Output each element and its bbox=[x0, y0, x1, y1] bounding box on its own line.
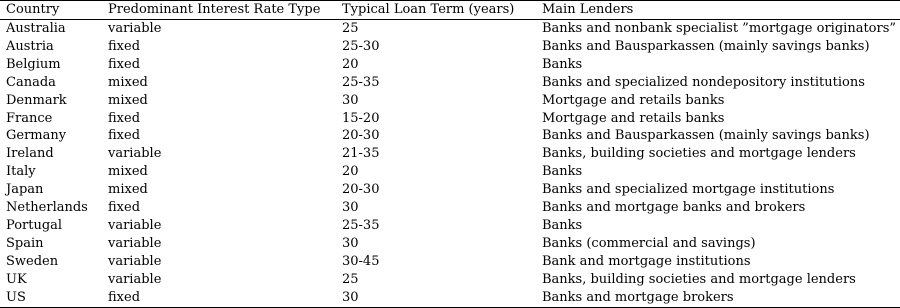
cell-main-lenders: Mortgage and retails banks bbox=[542, 92, 725, 108]
table-row bbox=[0, 199, 900, 217]
table-row bbox=[0, 271, 900, 289]
cell-main-lenders: Banks (commercial and savings) bbox=[542, 235, 756, 251]
cell-interest-rate-type: fixed bbox=[108, 128, 141, 144]
cell-interest-rate-type: fixed bbox=[108, 289, 141, 305]
cell-interest-rate-type: variable bbox=[108, 217, 162, 233]
cell-loan-term: 30 bbox=[342, 289, 359, 305]
cell-loan-term: 25 bbox=[342, 271, 359, 287]
cell-loan-term: 20 bbox=[342, 56, 359, 72]
cell-main-lenders: Banks, building societies and mortgage lenders bbox=[542, 271, 856, 287]
cell-interest-rate-type: variable bbox=[108, 21, 162, 36]
cell-country: Italy bbox=[6, 164, 36, 180]
cell-country: Sweden bbox=[6, 253, 59, 269]
cell-main-lenders: Banks bbox=[542, 217, 583, 233]
cell-loan-term: 20-30 bbox=[342, 128, 380, 144]
cell-interest-rate-type: mixed bbox=[108, 182, 148, 198]
header-interest-rate-type: Predominant Interest Rate Type bbox=[108, 2, 321, 18]
cell-interest-rate-type: variable bbox=[108, 253, 162, 269]
cell-interest-rate-type: mixed bbox=[108, 74, 148, 90]
cell-interest-rate-type: fixed bbox=[108, 110, 141, 126]
cell-main-lenders: Banks, building societies and mortgage lenders bbox=[542, 146, 856, 162]
cell-country: France bbox=[6, 110, 53, 126]
cell-country: Australia bbox=[6, 21, 66, 36]
cell-loan-term: 30-45 bbox=[342, 253, 380, 269]
cell-country: Germany bbox=[6, 128, 67, 144]
cell-loan-term: 25 bbox=[342, 21, 359, 36]
table-row bbox=[0, 56, 900, 74]
table-row bbox=[0, 235, 900, 253]
cell-country: US bbox=[6, 289, 26, 305]
cell-loan-term: 30 bbox=[342, 235, 359, 251]
cell-interest-rate-type: fixed bbox=[108, 38, 141, 54]
cell-main-lenders: Banks and mortgage banks and brokers bbox=[542, 200, 806, 216]
cell-loan-term: 30 bbox=[342, 92, 359, 108]
cell-main-lenders: Mortgage and retails banks bbox=[542, 110, 725, 126]
cell-interest-rate-type: fixed bbox=[108, 56, 141, 72]
cell-loan-term: 25-35 bbox=[342, 74, 380, 90]
cell-country: Netherlands bbox=[6, 200, 88, 216]
table-row bbox=[0, 217, 900, 235]
cell-interest-rate-type: variable bbox=[108, 271, 162, 287]
header-country: Country bbox=[6, 2, 60, 18]
cell-country: Ireland bbox=[6, 146, 54, 162]
cell-loan-term: 20-30 bbox=[342, 182, 380, 198]
cell-country: Canada bbox=[6, 74, 56, 90]
table-row bbox=[0, 181, 900, 199]
cell-loan-term: 21-35 bbox=[342, 146, 380, 162]
table-row bbox=[0, 289, 900, 307]
table-body bbox=[0, 20, 900, 308]
cell-interest-rate-type: fixed bbox=[108, 200, 141, 216]
cell-loan-term: 25-30 bbox=[342, 38, 380, 54]
header-main-lenders: Main Lenders bbox=[542, 2, 634, 18]
cell-interest-rate-type: variable bbox=[108, 235, 162, 251]
table-row bbox=[0, 38, 900, 56]
cell-main-lenders: Banks and specialized nondepository institutions bbox=[542, 74, 865, 90]
cell-loan-term: 30 bbox=[342, 200, 359, 216]
cell-main-lenders: Banks and Bausparkassen (mainly savings banks) bbox=[542, 38, 870, 54]
table-row bbox=[0, 74, 900, 92]
table-row bbox=[0, 127, 900, 145]
table-row bbox=[0, 253, 900, 271]
table-row bbox=[0, 92, 900, 110]
cell-country: Spain bbox=[6, 235, 44, 251]
cell-main-lenders: Banks and Bausparkassen (mainly savings banks) bbox=[542, 128, 870, 144]
cell-main-lenders: Banks and specialized mortgage institutions bbox=[542, 182, 835, 198]
cell-country: Belgium bbox=[6, 56, 61, 72]
header-row bbox=[0, 1, 900, 20]
cell-main-lenders: Banks and nonbank specialist ”mortgage originators” bbox=[542, 21, 897, 36]
cell-country: Austria bbox=[6, 38, 54, 54]
table-row bbox=[0, 20, 900, 38]
cell-loan-term: 25-35 bbox=[342, 217, 380, 233]
table-header bbox=[0, 1, 900, 20]
cell-main-lenders: Banks and mortgage brokers bbox=[542, 289, 734, 305]
cell-country: Portugal bbox=[6, 217, 63, 233]
cell-main-lenders: Banks bbox=[542, 164, 583, 180]
cell-interest-rate-type: variable bbox=[108, 146, 162, 162]
cell-country: Japan bbox=[6, 182, 44, 198]
table-row bbox=[0, 110, 900, 128]
table-row bbox=[0, 145, 900, 163]
cell-loan-term: 20 bbox=[342, 164, 359, 180]
cell-loan-term: 15-20 bbox=[342, 110, 380, 126]
cell-country: Denmark bbox=[6, 92, 67, 108]
table-row bbox=[0, 163, 900, 181]
cell-country: UK bbox=[6, 271, 27, 287]
header-loan-term: Typical Loan Term (years) bbox=[342, 2, 515, 18]
cell-main-lenders: Banks bbox=[542, 56, 583, 72]
cell-interest-rate-type: mixed bbox=[108, 164, 148, 180]
cell-interest-rate-type: mixed bbox=[108, 92, 148, 108]
cell-main-lenders: Bank and mortgage institutions bbox=[542, 253, 751, 269]
